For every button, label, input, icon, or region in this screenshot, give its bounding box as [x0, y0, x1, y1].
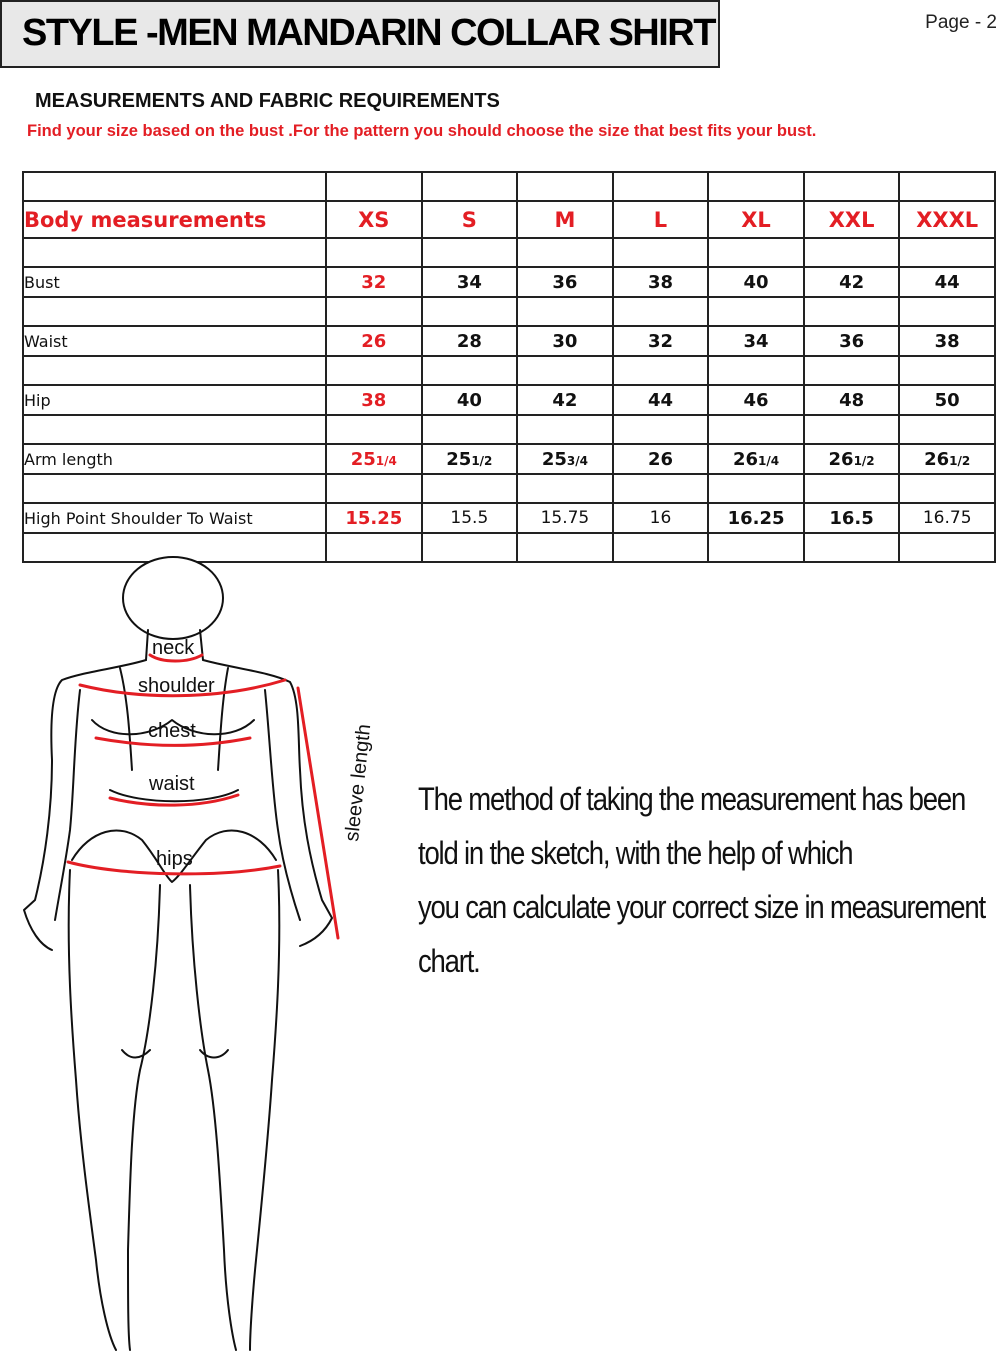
method-line: chart.	[418, 943, 480, 979]
table-row	[23, 326, 995, 356]
table-cell	[613, 444, 709, 474]
table-cell: 26	[326, 326, 422, 356]
method-line: The method of taking the measurement has been	[418, 781, 966, 817]
table-cell: 16.75	[899, 503, 995, 533]
table-cell	[708, 444, 804, 474]
table-cell: 15.5	[422, 503, 518, 533]
table-cell: 34	[422, 267, 518, 297]
table-cell: 30	[517, 326, 613, 356]
table-cell: 42	[517, 385, 613, 415]
right-shoulder-seam	[218, 668, 228, 770]
table-cell: 16.5	[804, 503, 900, 533]
table-cell: 32	[613, 326, 709, 356]
left-shoulder-seam	[120, 668, 132, 770]
spacer-row	[23, 474, 995, 503]
size-header: XL	[708, 201, 804, 238]
left-leg-inner	[128, 885, 160, 1350]
row-label: Hip	[23, 385, 326, 415]
table-cell	[899, 444, 995, 474]
row-label: Waist	[23, 326, 326, 356]
table-cell: 38	[899, 326, 995, 356]
left-knee	[122, 1050, 150, 1058]
spacer-row	[23, 297, 995, 326]
left-leg-outer	[69, 870, 116, 1350]
table-cell	[326, 444, 422, 474]
table-cell: 32	[326, 267, 422, 297]
spacer-row	[23, 172, 995, 201]
measurement-method-note	[418, 772, 985, 988]
table-cell	[517, 444, 613, 474]
right-arm-inner	[265, 690, 300, 920]
waist-label: waist	[149, 773, 195, 795]
size-header: M	[517, 201, 613, 238]
measurement-table	[22, 171, 996, 563]
table-cell: 15.75	[517, 503, 613, 533]
value-whole: 25	[446, 448, 472, 470]
table-cell	[422, 444, 518, 474]
neck-label: neck	[152, 637, 195, 659]
header-label: Body measurements	[23, 201, 326, 238]
row-label: High Point Shoulder To Waist	[23, 503, 326, 533]
instruction-text: Find your size based on the bust .For the pattern you should choose the size that best fits your bust.	[27, 122, 817, 140]
row-label: Bust	[23, 267, 326, 297]
left-arm-inner	[55, 690, 80, 920]
value-whole: 25	[541, 448, 567, 470]
table-row	[23, 267, 995, 297]
table-cell	[804, 444, 900, 474]
spacer-row	[23, 415, 995, 444]
page-title: STYLE -MEN MANDARIN COLLAR SHIRT	[22, 12, 715, 54]
table-cell: 34	[708, 326, 804, 356]
method-line: you can calculate your correct size in measurement	[418, 889, 985, 925]
spacer-row	[23, 238, 995, 267]
header-row	[23, 201, 995, 238]
value-whole: 26	[924, 448, 950, 470]
table-cell: 36	[804, 326, 900, 356]
value-whole: 26	[828, 448, 854, 470]
size-header: S	[422, 201, 518, 238]
table-cell: 38	[326, 385, 422, 415]
table-row	[23, 385, 995, 415]
value-fraction: 3/4	[566, 453, 588, 468]
value-whole: 25	[350, 448, 376, 470]
method-line: told in the sketch, with the help of which	[418, 835, 853, 871]
table-cell: 44	[613, 385, 709, 415]
table-row	[23, 444, 995, 474]
table-cell: 50	[899, 385, 995, 415]
value-fraction: 1/2	[949, 453, 971, 468]
table-cell: 46	[708, 385, 804, 415]
shoulder-label: shoulder	[138, 675, 215, 697]
value-fraction: 1/4	[758, 453, 780, 468]
value-fraction: 1/2	[853, 453, 875, 468]
table-cell: 28	[422, 326, 518, 356]
table-cell: 44	[899, 267, 995, 297]
section-heading: MEASUREMENTS AND FABRIC REQUIREMENTS	[35, 90, 500, 112]
chest-label: chest	[148, 720, 196, 742]
table-cell: 38	[613, 267, 709, 297]
page-number: Page - 2	[925, 12, 997, 33]
right-leg-inner	[190, 885, 236, 1350]
sleeve-length-label: sleeve length	[341, 722, 376, 843]
row-label: Arm length	[23, 444, 326, 474]
value-fraction: 1/2	[471, 453, 493, 468]
right-leg-outer	[250, 870, 279, 1350]
head-outline	[123, 557, 223, 639]
table-row	[23, 503, 995, 533]
title-banner	[0, 0, 720, 68]
value-fraction: 1/4	[375, 453, 397, 468]
hips-label: hips	[156, 848, 193, 870]
table-cell: 36	[517, 267, 613, 297]
value-whole: 26	[647, 448, 673, 470]
size-header: XS	[326, 201, 422, 238]
size-header: XXL	[804, 201, 900, 238]
table-cell: 40	[422, 385, 518, 415]
table-cell: 16.25	[708, 503, 804, 533]
size-header: L	[613, 201, 709, 238]
table-cell: 15.25	[326, 503, 422, 533]
table-cell: 48	[804, 385, 900, 415]
table-cell: 40	[708, 267, 804, 297]
table-cell: 16	[613, 503, 709, 533]
torso-outline	[24, 660, 146, 950]
table-cell: 42	[804, 267, 900, 297]
size-header: XXXL	[899, 201, 995, 238]
spacer-row	[23, 356, 995, 385]
body-measurement-sketch	[0, 548, 380, 1355]
value-whole: 26	[732, 448, 759, 470]
